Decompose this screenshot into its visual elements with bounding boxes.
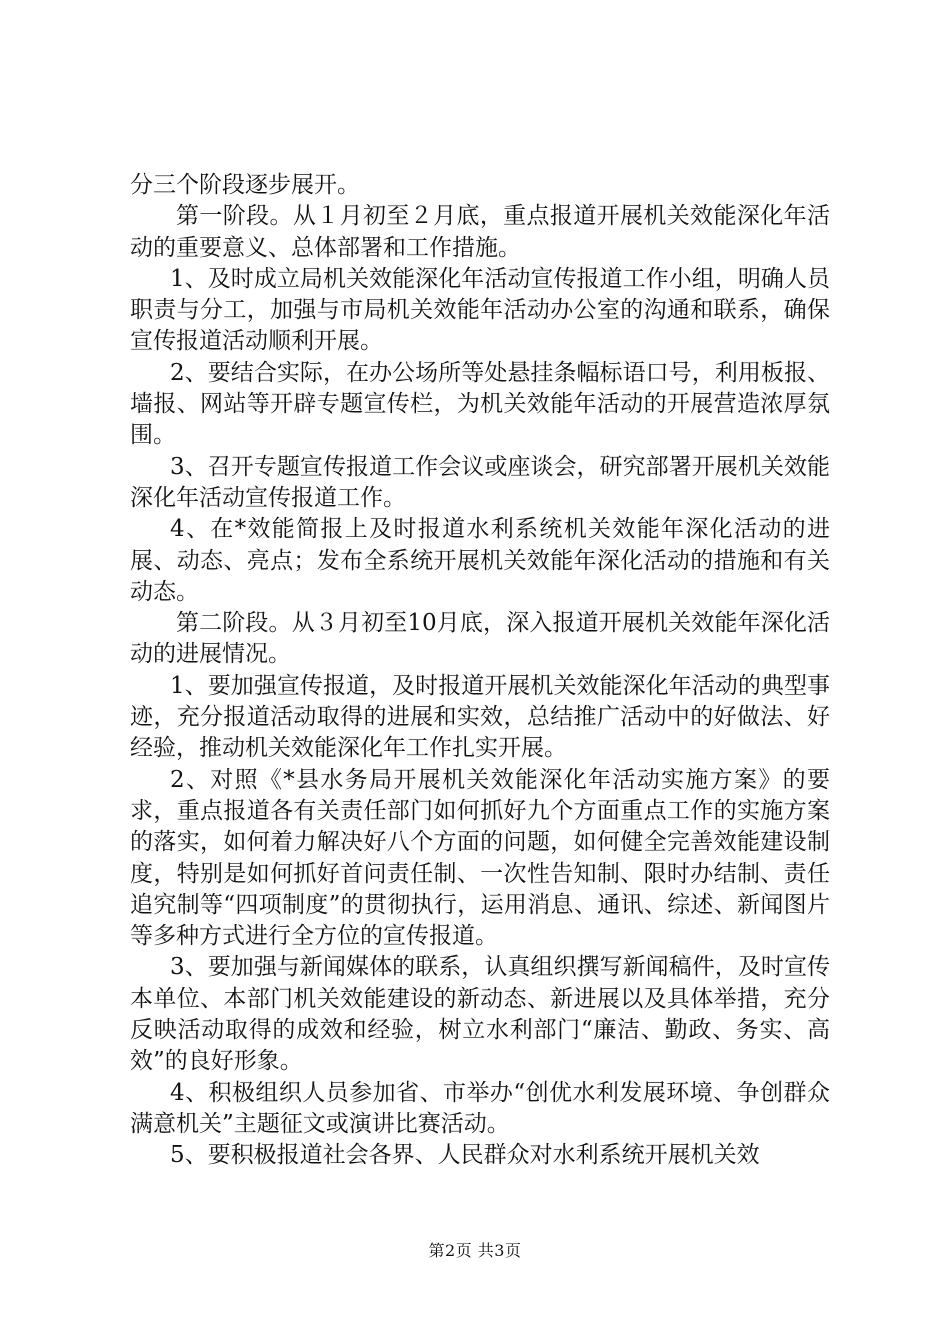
paragraph-phase-one-item-3: 3、召开专题宣传报道工作会议或座谈会，研究部署开展机关效能深化年活动宣传报道工作。 xyxy=(130,453,830,511)
paragraph-phase-two-item-2: 2、对照《*县水务局开展机关效能深化年活动实施方案》的要求，重点报道各有关责任部门如何抓好九个方面重点工作的实施方案的落实，如何着力解决好八个方面的问题，如何健全完善效能建设制度，特别是如何抓好首问责任制、一次性告知制、限时办结制、责任追究制等“四项制度”的贯彻执行，运用消息、通讯、综述、新闻图片等多种方式进行全方位的宣传报道。 xyxy=(130,766,830,950)
paragraph-phase-two-item-1: 1、要加强宣传报道，及时报道开展机关效能深化年活动的典型事迹，充分报道活动取得的进展和实效，总结推广活动中的好做法、好经验，推动机关效能深化年工作扎实开展。 xyxy=(130,672,830,762)
paragraph-phase-two-item-5: 5、要积极报道社会各界、人民群众对水利系统开展机关效 xyxy=(170,1142,760,1169)
paragraph-intro: 分三个阶段逐步展开。 xyxy=(130,172,360,198)
paragraph-phase-two-item-4: 4、积极组织人员参加省、市举办“创优水利发展环境、争创群众满意机关”主题征文或演讲比赛活动。 xyxy=(130,1079,830,1137)
page-number-footer: 第2页 共3页 xyxy=(428,1241,522,1260)
paragraph-phase-one: 第一阶段。从１月初至２月底，重点报道开展机关效能深化年活动的重要意义、总体部署和工作措施。 xyxy=(130,203,830,261)
paragraph-phase-two-item-3: 3、要加强与新闻媒体的联系，认真组织撰写新闻稿件，及时宣传本单位、本部门机关效能建设的新动态、新进展以及具体举措，充分反映活动取得的成效和经验，树立水利部门“廉洁、勤政、务实、高效”的良好形象。 xyxy=(130,954,830,1075)
paragraph-phase-one-item-2: 2、要结合实际，在办公场所等处悬挂条幅标语口号，利用板报、墙报、网站等开辟专题宣传栏，为机关效能年活动的开展营造浓厚氛围。 xyxy=(130,359,830,449)
document-body xyxy=(130,170,830,1172)
paragraph-phase-two: 第二阶段。从３月初至10月底，深入报道开展机关效能年深化活动的进展情况。 xyxy=(130,610,830,668)
paragraph-phase-one-item-4: 4、在*效能简报上及时报道水利系统机关效能年深化活动的进展、动态、亮点；发布全系统开展机关效能年深化活动的措施和有关动态。 xyxy=(130,516,830,605)
paragraph-phase-one-item-1: 1、及时成立局机关效能深化年活动宣传报道工作小组，明确人员职责与分工，加强与市局机关效能年活动办公室的沟通和联系，确保宣传报道活动顺利开展。 xyxy=(130,265,830,355)
